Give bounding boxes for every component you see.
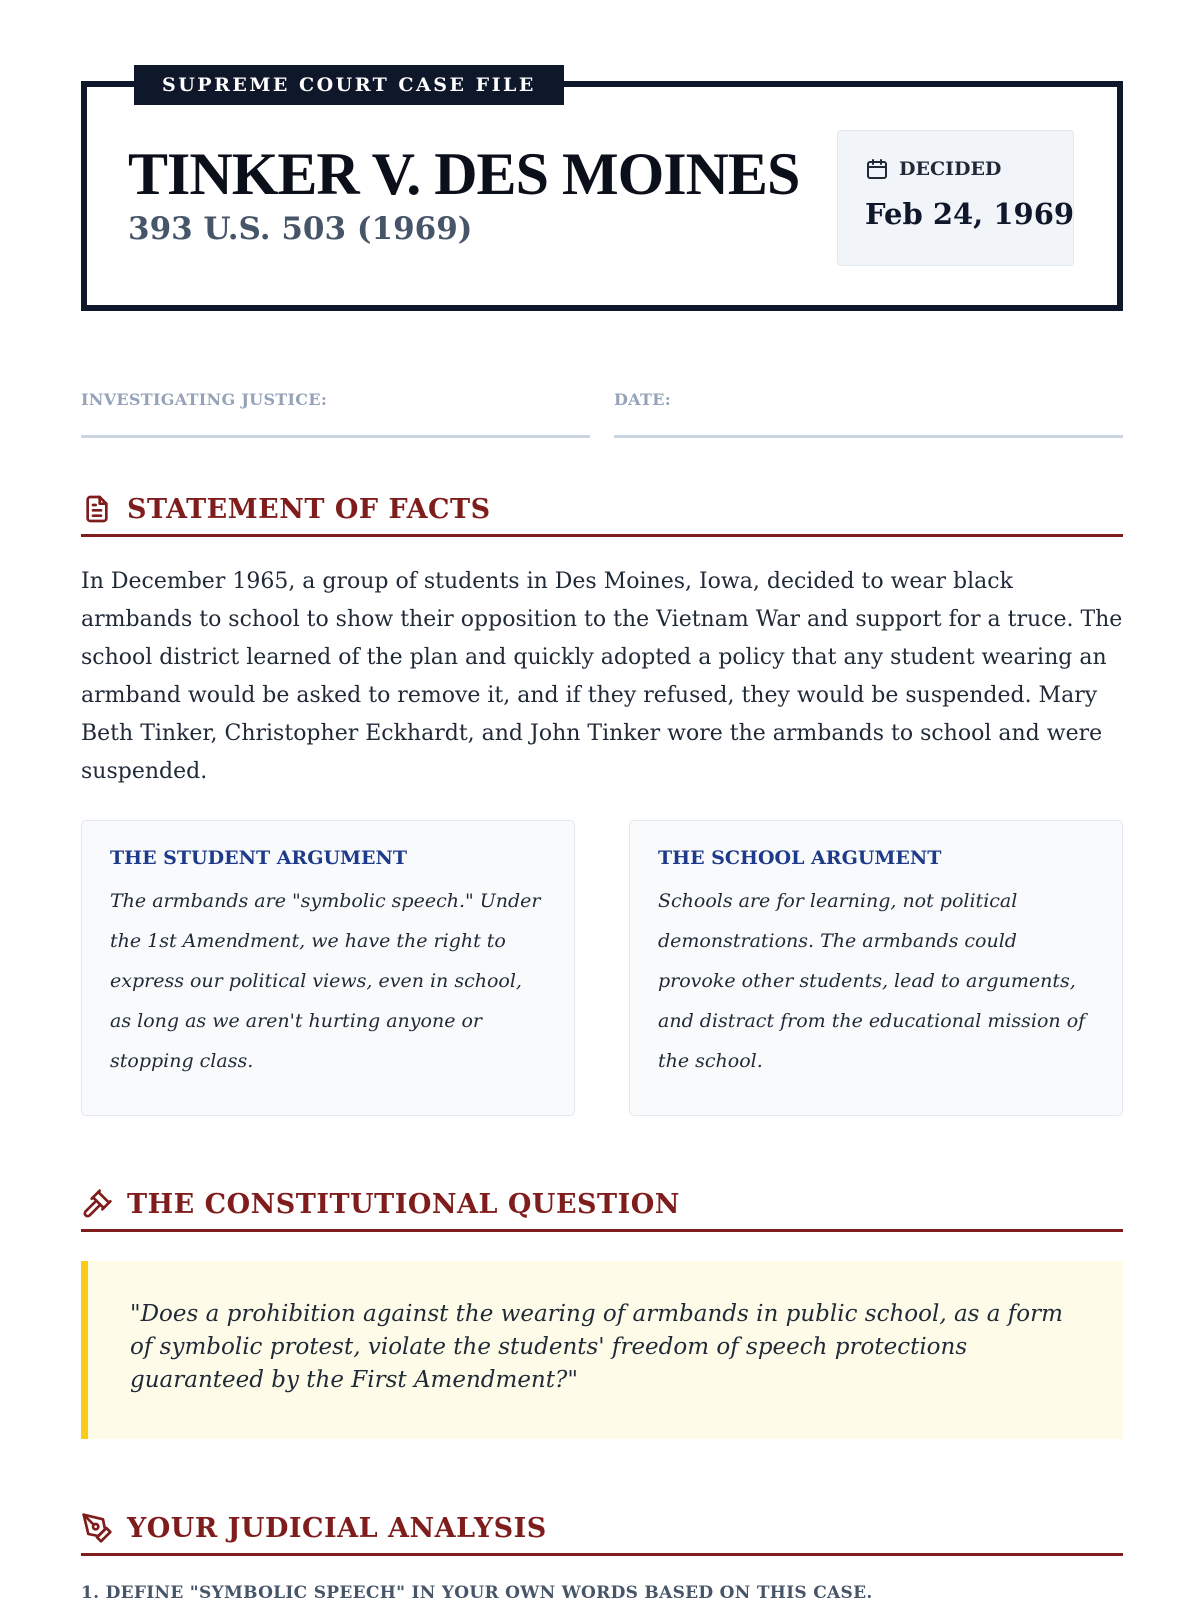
student-argument-title: THE STUDENT ARGUMENT [110, 847, 408, 869]
calendar-icon [865, 157, 889, 181]
gavel-icon [81, 1188, 113, 1220]
school-argument-card [629, 820, 1123, 1116]
analysis-prompt-1: 1. DEFINE "SYMBOLIC SPEECH" IN YOUR OWN WORDS BASED ON THIS CASE. [81, 1583, 873, 1603]
question-text: "Does a prohibition against the wearing of armbands in public school, as a form of symbolic protest, violate the students' freedom of speech protections guaranteed by the First Amendment?" [130, 1301, 1063, 1393]
case-title: TINKER V. DES MOINES [128, 141, 800, 207]
case-citation: 393 U.S. 503 (1969) [128, 211, 473, 247]
facts-paragraph: In December 1965, a group of students in Des Moines, Iowa, decided to wear black armbands to school to show their opposition to the Vietnam War and support for a truce. The school district learned of the plan and quickly adopted a policy that any student wearing an armband would be asked to remove it, and if they refused, they would be suspended. Mary Beth Tinker, Christopher Eckhardt, and John Tinker wore the armbands to school and were suspended. [81, 569, 1123, 784]
case-header [81, 74, 1123, 311]
student-argument-card [81, 820, 575, 1116]
investigating-justice-label: INVESTIGATING JUSTICE: [81, 390, 328, 409]
investigating-justice-field[interactable] [81, 390, 590, 438]
school-argument-title: THE SCHOOL ARGUMENT [658, 847, 942, 869]
facts-heading [81, 484, 1123, 537]
decided-date: Feb 24, 1969 [865, 197, 1075, 231]
decided-box [837, 130, 1074, 266]
question-heading [81, 1179, 1123, 1232]
date-label: DATE: [614, 390, 671, 409]
date-field[interactable] [614, 390, 1123, 438]
question-heading-title: THE CONSTITUTIONAL QUESTION [127, 1188, 680, 1220]
question-box [81, 1261, 1123, 1439]
decided-label-row [865, 157, 1001, 181]
school-argument-text: Schools are for learning, not political demonstrations. The armbands could provoke other students, lead to arguments, and distract from the educational mission of the school. [658, 890, 1086, 1072]
document-icon [81, 493, 113, 525]
analysis-heading [81, 1503, 1123, 1556]
student-argument-text: The armbands are "symbolic speech." Under the 1st Amendment, we have the right to express our political views, even in school, as long as we aren't hurting anyone or stopping class. [110, 890, 541, 1072]
analysis-heading-title: YOUR JUDICIAL ANALYSIS [127, 1512, 547, 1544]
decided-label: DECIDED [899, 158, 1002, 180]
facts-heading-title: STATEMENT OF FACTS [127, 493, 491, 525]
pen-icon [81, 1512, 113, 1544]
file-tag: SUPREME COURT CASE FILE [134, 65, 564, 105]
